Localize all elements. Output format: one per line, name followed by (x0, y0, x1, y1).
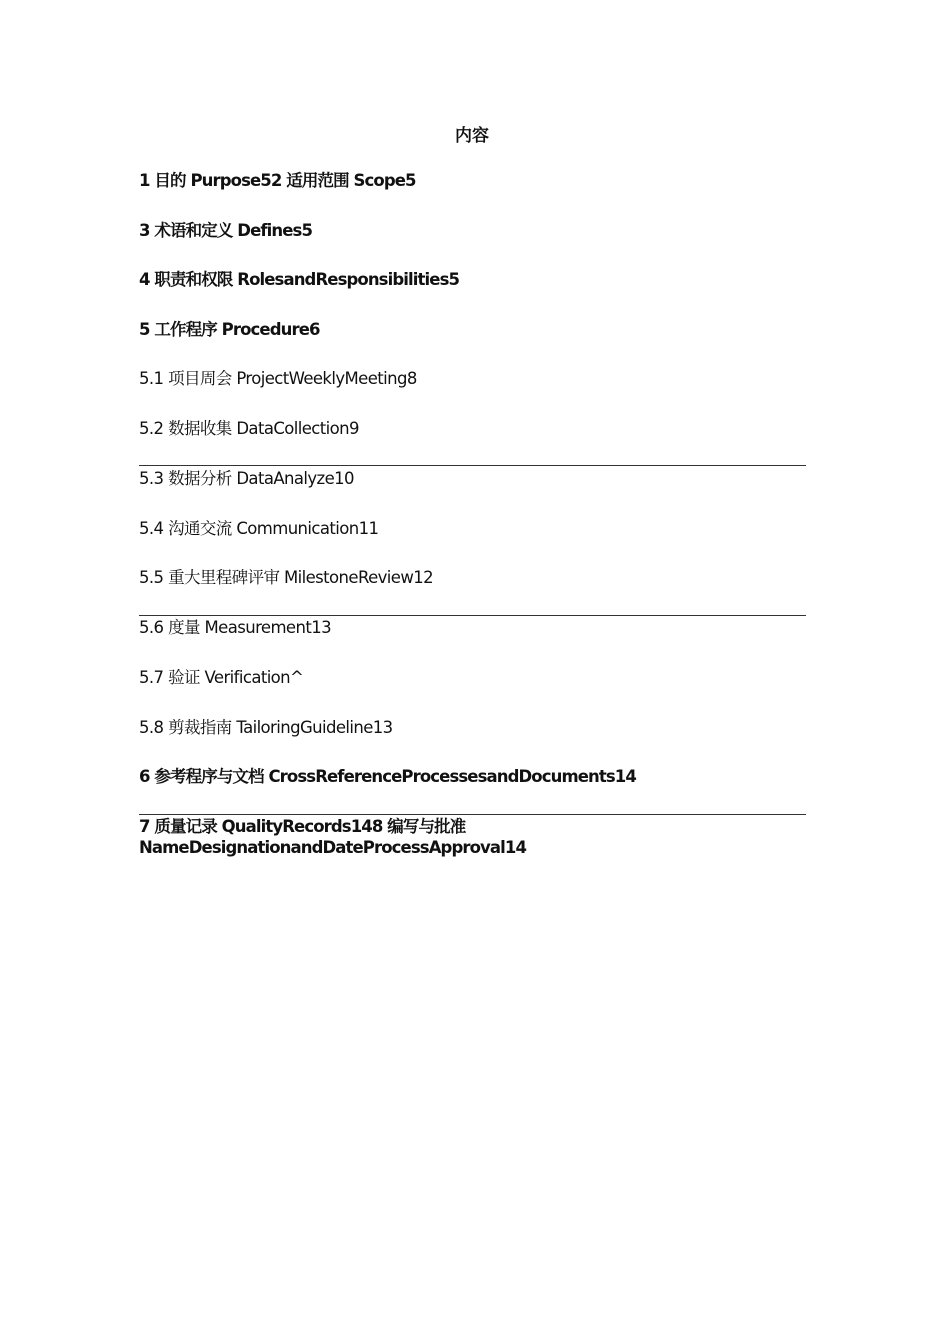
toc-entry-1-purpose-scope[interactable]: 1 目的 Purpose52 适用范围 Scope5 (139, 171, 416, 190)
divider-line (139, 615, 806, 616)
toc-title: 内容 (455, 126, 489, 146)
toc-entry-4-roles[interactable]: 4 职责和权限 RolesandResponsibilities5 (139, 270, 460, 289)
toc-entry-5-6-measurement[interactable]: 5.6 度量 Measurement13 (139, 618, 332, 637)
toc-entry-5-4-communication[interactable]: 5.4 沟通交流 Communication11 (139, 519, 379, 538)
toc-entry-5-5-milestone-review[interactable]: 5.5 重大里程碑评审 MilestoneReview12 (139, 568, 434, 587)
divider-line (139, 814, 806, 815)
toc-entry-5-1-weekly-meeting[interactable]: 5.1 项目周会 ProjectWeeklyMeeting8 (139, 369, 417, 388)
divider-line (139, 465, 806, 466)
toc-entry-8-approval-continued[interactable]: NameDesignationandDateProcessApproval14 (139, 838, 527, 857)
toc-entry-3-defines[interactable]: 3 术语和定义 Defines5 (139, 221, 313, 240)
toc-entry-5-procedure[interactable]: 5 工作程序 Procedure6 (139, 320, 320, 339)
toc-entry-5-8-tailoring[interactable]: 5.8 剪裁指南 TailoringGuideline13 (139, 718, 393, 737)
toc-entry-5-7-verification[interactable]: 5.7 验证 Verification^ (139, 668, 304, 687)
toc-entry-7-quality-records[interactable]: 7 质量记录 QualityRecords148 编写与批准 (139, 817, 466, 836)
toc-entry-6-cross-reference[interactable]: 6 参考程序与文档 CrossReferenceProcessesandDocuments14 (139, 767, 636, 786)
toc-entry-5-3-data-analyze[interactable]: 5.3 数据分析 DataAnalyze10 (139, 469, 354, 488)
toc-entry-5-2-data-collection[interactable]: 5.2 数据收集 DataCollection9 (139, 419, 359, 438)
